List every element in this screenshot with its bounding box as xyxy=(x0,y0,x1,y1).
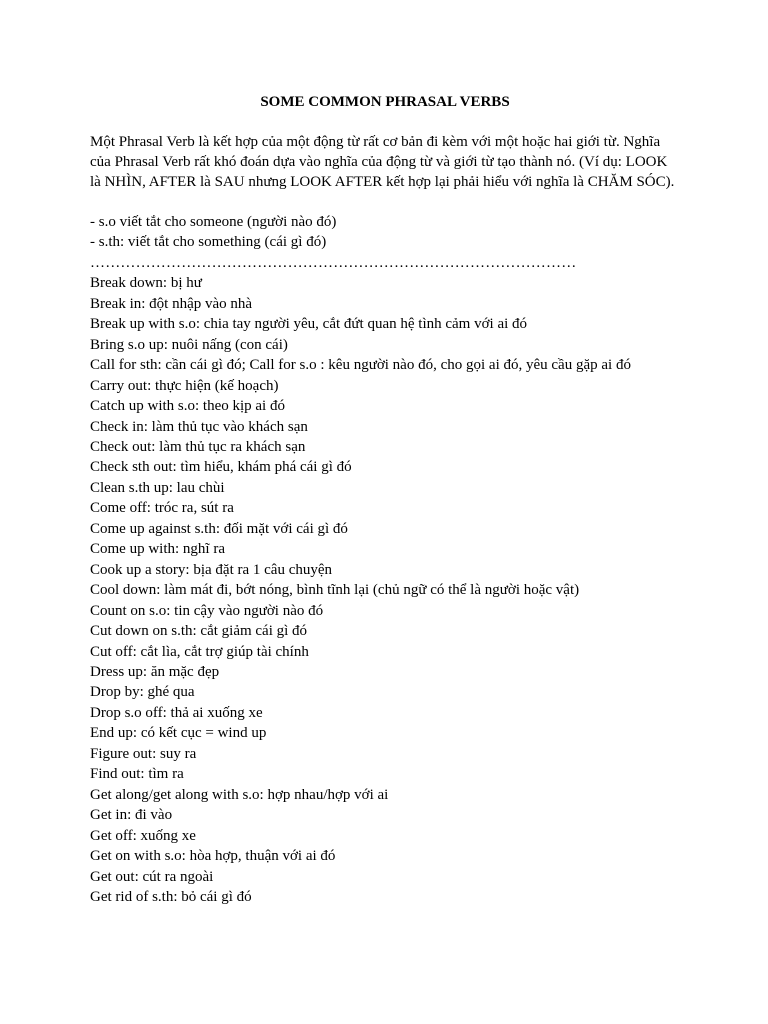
entry-line: Get on with s.o: hòa hợp, thuận với ai đó xyxy=(90,848,336,865)
entry-line: Clean s.th up: lau chùi xyxy=(90,479,225,496)
entry-line: Check in: làm thủ tục vào khách sạn xyxy=(90,418,308,435)
entry-line: Break down: bị hư xyxy=(90,275,202,292)
entry-line: Break in: đột nhập vào nhà xyxy=(90,295,253,312)
entry-line: Get off: xuống xe xyxy=(90,827,196,844)
entry-line: Find out: tìm ra xyxy=(90,766,184,783)
note-line: - s.th: viết tắt cho something (cái gì đó) xyxy=(90,234,327,251)
entry-line: Check sth out: tìm hiểu, khám phá cái gì đó xyxy=(90,459,352,476)
dotted-separator: …………………………………………………………………………………… xyxy=(90,254,577,271)
entry-line: Get along/get along with s.o: hợp nhau/hợp với ai xyxy=(90,786,389,803)
entry-line: Break up with s.o: chia tay người yêu, cắt đứt quan hệ tình cảm với ai đó xyxy=(90,316,528,333)
entry-line: Carry out: thực hiện (kế hoạch) xyxy=(90,377,279,394)
entry-line: Figure out: suy ra xyxy=(90,745,197,762)
entry-line: Get out: cút ra ngoài xyxy=(90,868,214,885)
entry-line: Drop s.o off: thả ai xuống xe xyxy=(90,704,263,721)
document-title: SOME COMMON PHRASAL VERBS xyxy=(260,94,510,110)
intro-paragraph: Một Phrasal Verb là kết hợp của một động từ rất cơ bản đi kèm với một hoặc hai giới từ. Nghĩa của Phrasal Verb rất khó đoán dựa vào nghĩa của động từ và giới từ tạo thành nó. (Ví dụ: LOOK là NHÌN, AFTER là SAU nhưng LOOK AFTER kết hợp lại phải hiểu với nghĩa là CHĂM SÓC). xyxy=(90,134,675,190)
entry-line: Drop by: ghé qua xyxy=(90,684,195,701)
entry-line: Come off: tróc ra, sút ra xyxy=(90,500,234,517)
entry-line: Dress up: ăn mặc đẹp xyxy=(90,663,220,680)
entry-line: Cut off: cắt lìa, cắt trợ giúp tài chính xyxy=(90,643,309,660)
entry-line: Come up with: nghĩ ra xyxy=(90,541,225,558)
entry-line: Count on s.o: tin cậy vào người nào đó xyxy=(90,602,324,619)
entry-line: Catch up with s.o: theo kịp ai đó xyxy=(90,398,285,415)
entry-line: Bring s.o up: nuôi nấng (con cái) xyxy=(90,336,288,353)
entry-line: Check out: làm thủ tục ra khách sạn xyxy=(90,438,306,455)
entry-line: Come up against s.th: đối mặt với cái gì đó xyxy=(90,520,348,537)
note-line: - s.o viết tắt cho someone (người nào đó) xyxy=(90,214,337,230)
entry-line: Cool down: làm mát đi, bớt nóng, bình tĩnh lại (chủ ngữ có thể là người hoặc vật) xyxy=(90,582,580,599)
entry-line: Get rid of s.th: bỏ cái gì đó xyxy=(90,888,252,905)
document-page xyxy=(90,92,680,907)
entry-line: Cut down on s.th: cắt giảm cái gì đó xyxy=(90,623,308,640)
entry-line: Cook up a story: bịa đặt ra 1 câu chuyện xyxy=(90,561,333,578)
entry-line: Call for sth: cần cái gì đó; Call for s.o : kêu người nào đó, cho gọi ai đó, yêu cầu gặp ai đó xyxy=(90,357,631,374)
entry-line: End up: có kết cục = wind up xyxy=(90,725,267,742)
entry-line: Get in: đi vào xyxy=(90,807,173,824)
